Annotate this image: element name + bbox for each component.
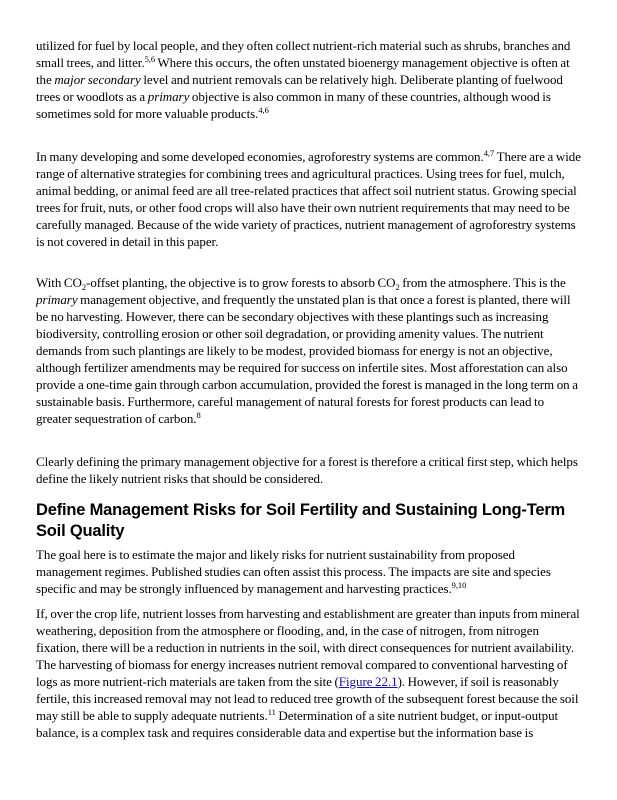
paragraph-objective-summary — [36, 453, 582, 487]
paragraph-agroforestry — [36, 148, 582, 250]
text-run: Clearly defining the primary management objective for a forest is therefore a critical first step, which helps define the likely nutrient risks that should be considered. — [36, 454, 578, 486]
text-run: management objective, and frequently the unstated plan is that once a forest is planted, there will be no harvesting. However, there can be secondary objectives with these plantings such as increasing biodiversity, controlling erosion or other soil degradation, or providing amenity values. The nutrient demands from such plantings are likely to be modest, provided biomass for energy is not an objective, although fertilizer amendments may be required for success on infertile sites. Most afforestation can also provide a one-time gain through carbon accumulation, provided the forest is managed in the long term on a sustainable basis. Furthermore, careful management of natural forests for forest products can lead to greater sequestration of carbon. — [36, 292, 578, 426]
emphasis-text: major secondary — [54, 72, 141, 87]
text-run: In many developing and some developed economies, agroforestry systems are common. — [36, 149, 484, 164]
paragraph-fuel-use — [36, 37, 582, 122]
text-run: from the atmosphere. This is the — [399, 275, 566, 290]
emphasis-text: primary — [147, 89, 190, 104]
citation-superscript: 8 — [196, 410, 201, 420]
text-run: The goal here is to estimate the major and likely risks for nutrient sustainability from proposed management regimes. Published studies can often assist this process. The impacts are site and species specific and may be strongly influenced by management and harvesting practices. — [36, 547, 551, 596]
emphasis-text: primary — [36, 292, 78, 307]
paragraph-nutrient-losses — [36, 605, 582, 741]
text-run: Determination of a site nutrient budget, or input-output balance, is a complex task and requires considerable data and expertise but the information base is — [36, 708, 559, 740]
text-run: If, over the crop life, nutrient losses from harvesting and establishment are greater than inputs from mineral weathering, deposition from the atmosphere or flooding, and, in the case of nitrogen, from nitrogen fixation, there will be a reduction in nutrients in the soil, with direct consequences for nutrient availability. The harvesting of biomass for energy increases nutrient removal compared to conventional harvesting of logs as more nutrient-rich materials are taken from the site ( — [36, 606, 580, 689]
text-run: ). However, if soil is reasonably fertile, this increased removal may not lead to reduced tree growth of the subsequent forest because the soil may still be able to supply adequate nutrients. — [36, 674, 579, 723]
text-run: objective is also common in many of these countries, although wood is sometimes sold for more valuable products. — [36, 89, 551, 121]
citation-superscript: 11 — [267, 707, 276, 717]
text-run: With CO — [36, 275, 82, 290]
paragraph-goal — [36, 546, 582, 597]
citation-superscript: 9,10 — [451, 580, 467, 590]
subscript: 2 — [81, 282, 87, 292]
figure-reference-link[interactable]: Figure 22.1 — [338, 674, 398, 689]
subscript: 2 — [395, 282, 400, 292]
text-run: Where this occurs, the often unstated bioenergy management objective is often at the — [36, 55, 570, 87]
paragraph-co2-offset — [36, 274, 582, 427]
text-run: level and nutrient removals can be relatively high. Deliberate planting of fuelwood trees or woodlots as a — [36, 72, 563, 104]
section-heading: Define Management Risks for Soil Fertility and Sustaining Long-Term Soil Quality — [36, 501, 566, 540]
text-run: -offset planting, the objective is to grow forests to absorb CO — [86, 275, 396, 290]
citation-superscript: 4,6 — [258, 105, 269, 115]
citation-superscript: 5,6 — [144, 54, 156, 64]
citation-superscript: 4,7 — [483, 148, 495, 158]
text-run: There are a wide range of alternative strategies for combining trees and agricultural practices. Using trees for fuel, mulch, animal bedding, or animal feed are all tree-related practices that affect soil nutrient status. Growing special trees for fruit, nuts, or other food crops will also have their own nutrient requirements that may need to be carefully managed. Because of the wide variety of practices, nutrient management of agroforestry systems is not covered in detail in this paper. — [36, 149, 581, 249]
text-run: utilized for fuel by local people, and they often collect nutrient-rich material such as shrubs, branches and small trees, and litter. — [36, 38, 571, 70]
